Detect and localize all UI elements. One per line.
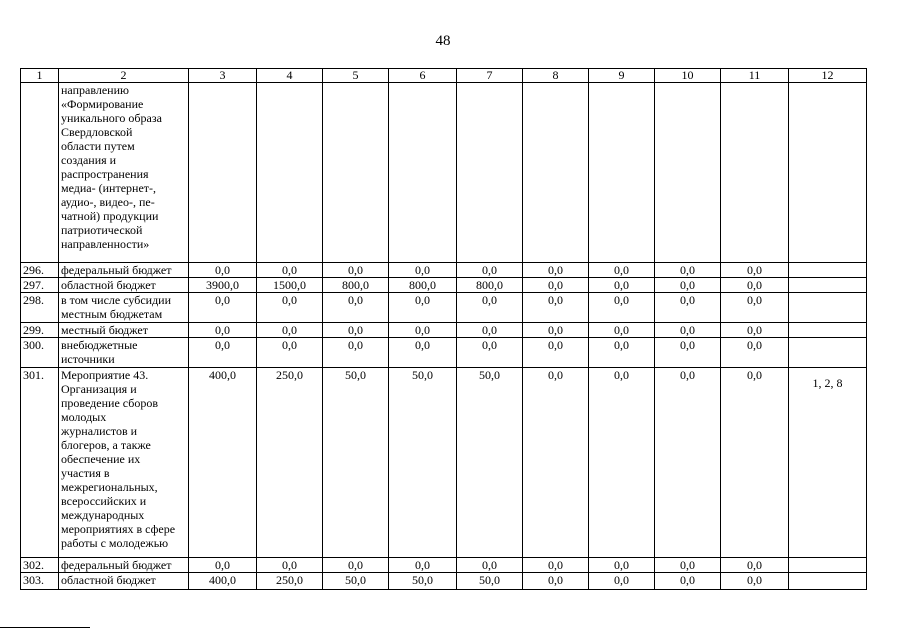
row-number-cell: 299. [21, 323, 59, 338]
value-cell [323, 83, 389, 263]
row-name-cell: направлению «Формирование уникального образа Свердловской области путем создания и распространения медиа- (интернет-, аудио-, видео-, пе- чатной) продукции патриотической направленности» [59, 83, 189, 263]
footer-rule [0, 627, 90, 628]
value-cell: 0,0 [655, 573, 721, 590]
table-header-cell: 3 [189, 69, 257, 83]
value-cell: 0,0 [523, 323, 589, 338]
table-header-cell: 7 [457, 69, 523, 83]
table-header-cell: 12 [789, 69, 867, 83]
note-cell [789, 278, 867, 293]
row-number-cell: 302. [21, 558, 59, 573]
row-name-cell: внебюджетные источники [59, 338, 189, 368]
value-cell: 0,0 [323, 338, 389, 368]
value-cell: 0,0 [457, 263, 523, 278]
value-cell: 0,0 [589, 573, 655, 590]
value-cell: 0,0 [323, 558, 389, 573]
value-cell [655, 83, 721, 263]
value-cell: 0,0 [523, 278, 589, 293]
value-cell: 0,0 [655, 278, 721, 293]
value-cell: 0,0 [655, 338, 721, 368]
table-header-cell: 4 [257, 69, 323, 83]
value-cell: 0,0 [257, 558, 323, 573]
value-cell: 0,0 [589, 323, 655, 338]
value-cell: 50,0 [323, 573, 389, 590]
value-cell: 0,0 [523, 293, 589, 323]
value-cell: 0,0 [457, 338, 523, 368]
note-cell: 1, 2, 8 [789, 368, 867, 558]
value-cell [589, 83, 655, 263]
value-cell: 0,0 [389, 558, 457, 573]
row-number-cell: 298. [21, 293, 59, 323]
value-cell: 0,0 [589, 558, 655, 573]
value-cell: 0,0 [523, 558, 589, 573]
value-cell: 0,0 [523, 338, 589, 368]
table-row [21, 338, 867, 368]
value-cell: 0,0 [589, 338, 655, 368]
table-header-cell: 1 [21, 69, 59, 83]
table-row [21, 278, 867, 293]
value-cell: 0,0 [457, 558, 523, 573]
table-row [21, 263, 867, 278]
value-cell: 0,0 [323, 263, 389, 278]
value-cell: 0,0 [721, 293, 789, 323]
row-number-cell: 296. [21, 263, 59, 278]
value-cell: 800,0 [457, 278, 523, 293]
table-row [21, 323, 867, 338]
table-header-cell: 5 [323, 69, 389, 83]
value-cell: 50,0 [457, 368, 523, 558]
table-header [21, 69, 867, 83]
value-cell: 0,0 [189, 558, 257, 573]
row-name-cell: в том числе субсидии местным бюджетам [59, 293, 189, 323]
value-cell: 0,0 [389, 338, 457, 368]
table-row [21, 573, 867, 590]
value-cell: 0,0 [721, 368, 789, 558]
value-cell: 0,0 [721, 278, 789, 293]
row-name-cell: областной бюджет [59, 573, 189, 590]
value-cell: 0,0 [589, 368, 655, 558]
table-header-cell: 11 [721, 69, 789, 83]
value-cell: 0,0 [655, 293, 721, 323]
value-cell: 0,0 [257, 323, 323, 338]
value-cell: 800,0 [323, 278, 389, 293]
value-cell: 0,0 [389, 323, 457, 338]
table-header-row [21, 69, 867, 83]
table-row [21, 293, 867, 323]
value-cell: 0,0 [189, 263, 257, 278]
value-cell: 0,0 [721, 338, 789, 368]
value-cell: 250,0 [257, 573, 323, 590]
value-cell: 50,0 [389, 368, 457, 558]
note-cell [789, 558, 867, 573]
table-row [21, 83, 867, 263]
value-cell [457, 83, 523, 263]
table-header-cell: 10 [655, 69, 721, 83]
value-cell: 0,0 [389, 293, 457, 323]
row-name-cell: местный бюджет [59, 323, 189, 338]
value-cell: 0,0 [721, 263, 789, 278]
table-header-cell: 6 [389, 69, 457, 83]
note-cell [789, 338, 867, 368]
value-cell: 0,0 [257, 263, 323, 278]
value-cell: 0,0 [323, 323, 389, 338]
value-cell: 400,0 [189, 368, 257, 558]
value-cell: 0,0 [457, 293, 523, 323]
note-cell [789, 573, 867, 590]
note-cell [789, 293, 867, 323]
table-row [21, 558, 867, 573]
row-number-cell: 297. [21, 278, 59, 293]
value-cell: 0,0 [721, 323, 789, 338]
value-cell: 0,0 [323, 293, 389, 323]
note-cell [789, 263, 867, 278]
value-cell: 50,0 [457, 573, 523, 590]
value-cell: 0,0 [257, 338, 323, 368]
value-cell [389, 83, 457, 263]
value-cell: 0,0 [523, 368, 589, 558]
row-number-cell: 300. [21, 338, 59, 368]
table-header-cell: 8 [523, 69, 589, 83]
value-cell: 0,0 [589, 263, 655, 278]
value-cell: 800,0 [389, 278, 457, 293]
value-cell: 0,0 [655, 263, 721, 278]
row-name-cell: федеральный бюджет [59, 263, 189, 278]
table-row [21, 368, 867, 558]
row-name-cell: федеральный бюджет [59, 558, 189, 573]
value-cell [189, 83, 257, 263]
value-cell: 0,0 [189, 323, 257, 338]
value-cell: 0,0 [457, 323, 523, 338]
row-number-cell: 301. [21, 368, 59, 558]
value-cell: 0,0 [721, 558, 789, 573]
value-cell: 0,0 [655, 558, 721, 573]
value-cell: 0,0 [389, 263, 457, 278]
value-cell: 0,0 [189, 293, 257, 323]
value-cell: 0,0 [189, 338, 257, 368]
value-cell: 0,0 [655, 323, 721, 338]
note-cell [789, 323, 867, 338]
value-cell: 0,0 [721, 573, 789, 590]
row-name-cell: областной бюджет [59, 278, 189, 293]
row-name-cell: Мероприятие 43. Организация и проведение сборов молодых журналистов и блогеров, а также обеспечение их участия в межрегиональных, всероссийских и международных мероприятиях в сфере работы с молодежью [59, 368, 189, 558]
value-cell: 1500,0 [257, 278, 323, 293]
table-body [21, 83, 867, 590]
value-cell: 400,0 [189, 573, 257, 590]
value-cell: 0,0 [655, 368, 721, 558]
value-cell: 0,0 [257, 293, 323, 323]
row-number-cell [21, 83, 59, 263]
value-cell: 0,0 [523, 573, 589, 590]
value-cell: 50,0 [323, 368, 389, 558]
value-cell: 250,0 [257, 368, 323, 558]
value-cell [257, 83, 323, 263]
value-cell: 0,0 [589, 278, 655, 293]
page-number: 48 [435, 33, 451, 49]
value-cell: 50,0 [389, 573, 457, 590]
note-cell [789, 83, 867, 263]
row-number-cell: 303. [21, 573, 59, 590]
table-header-cell: 2 [59, 69, 189, 83]
value-cell: 3900,0 [189, 278, 257, 293]
value-cell [721, 83, 789, 263]
value-cell: 0,0 [589, 293, 655, 323]
value-cell: 0,0 [523, 263, 589, 278]
budget-table [20, 68, 867, 590]
table-header-cell: 9 [589, 69, 655, 83]
value-cell [523, 83, 589, 263]
